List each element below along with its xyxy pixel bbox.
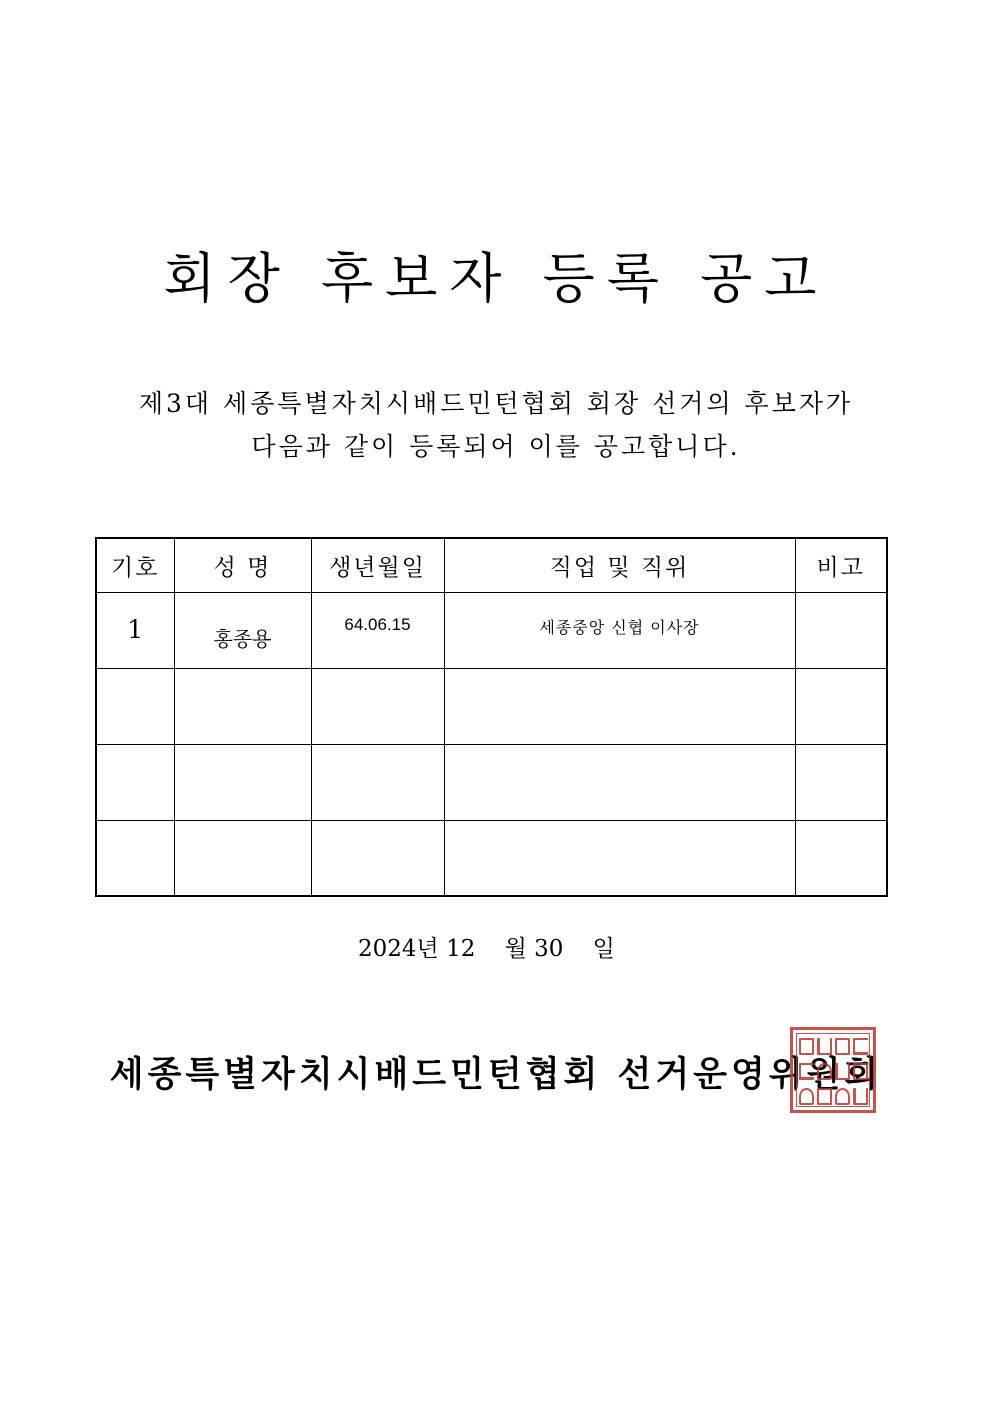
intro-line-1: 제3대 세종특별자치시배드민턴협회 회장 선거의 후보자가 [138, 389, 854, 418]
header-note: 비고 [795, 538, 887, 592]
seal-glyph [817, 1088, 832, 1105]
candidate-dob [312, 821, 444, 843]
notice-title: 회장 후보자 등록 공고 [163, 247, 829, 310]
candidate-number [97, 745, 174, 767]
candidate-number: 1 [127, 614, 144, 644]
cell-no [96, 744, 174, 820]
candidate-number [97, 821, 174, 843]
official-seal-icon [790, 1027, 876, 1113]
candidate-dob [312, 669, 444, 691]
cell-job [444, 668, 795, 744]
cell-dob [311, 820, 444, 896]
date-month-unit: 월 [504, 936, 527, 962]
notice-date [358, 934, 615, 964]
cell-name [174, 668, 311, 744]
header-job: 직업 및 직위 [444, 538, 795, 592]
seal-glyph [799, 1038, 814, 1055]
cell-note [795, 592, 887, 668]
candidate-name [175, 745, 311, 775]
intro-line-2: 다음과 같이 등록되어 이를 공고합니다. [251, 432, 741, 461]
seal-row [797, 1084, 869, 1109]
table-header-row [96, 538, 887, 592]
cell-job [444, 744, 795, 820]
cell-dob [311, 668, 444, 744]
seal-glyph [853, 1063, 868, 1080]
candidate-job [445, 821, 795, 843]
issuer-name: 세종특별자치시배드민턴협회 선거운영위원회 [109, 1054, 883, 1095]
seal-glyph [817, 1038, 832, 1055]
candidate-number [97, 669, 174, 691]
seal-row [797, 1059, 869, 1084]
header-dob: 생년월일 [311, 538, 444, 592]
candidate-job [445, 745, 795, 767]
cell-name [174, 592, 311, 668]
table-row [96, 744, 887, 820]
cell-note [795, 820, 887, 896]
seal-glyph [835, 1063, 850, 1080]
seal-glyph [835, 1038, 850, 1055]
header-no: 기호 [96, 538, 174, 592]
seal-glyph [853, 1088, 868, 1105]
candidate-job: 세종중앙 신협 이사장 [539, 617, 700, 637]
cell-dob [311, 744, 444, 820]
candidate-dob [312, 745, 444, 767]
cell-note [795, 668, 887, 744]
candidate-table [95, 537, 888, 897]
table-row [96, 668, 887, 744]
seal-glyph [799, 1088, 814, 1105]
date-year: 2024년 [358, 936, 439, 962]
cell-dob [311, 592, 444, 668]
cell-name [174, 744, 311, 820]
candidate-dob: 64.06.15 [344, 614, 411, 634]
cell-no [96, 820, 174, 896]
seal-glyph [835, 1088, 850, 1105]
date-month: 12 [446, 936, 476, 962]
candidate-name [175, 821, 311, 851]
cell-no [96, 592, 174, 668]
cell-job [444, 592, 795, 668]
seal-glyph [817, 1063, 832, 1080]
candidate-name [175, 669, 311, 699]
cell-job [444, 820, 795, 896]
table-row [96, 820, 887, 896]
cell-note [795, 744, 887, 820]
seal-glyph [799, 1063, 814, 1080]
table-row [96, 592, 887, 668]
candidate-job [445, 669, 795, 691]
cell-no [96, 668, 174, 744]
date-day: 30 [534, 936, 564, 962]
seal-glyph [853, 1038, 868, 1055]
cell-name [174, 820, 311, 896]
candidate-name: 홍종용 [213, 626, 272, 651]
seal-row [797, 1034, 869, 1059]
date-day-unit: 일 [592, 936, 615, 962]
header-name: 성 명 [174, 538, 311, 592]
